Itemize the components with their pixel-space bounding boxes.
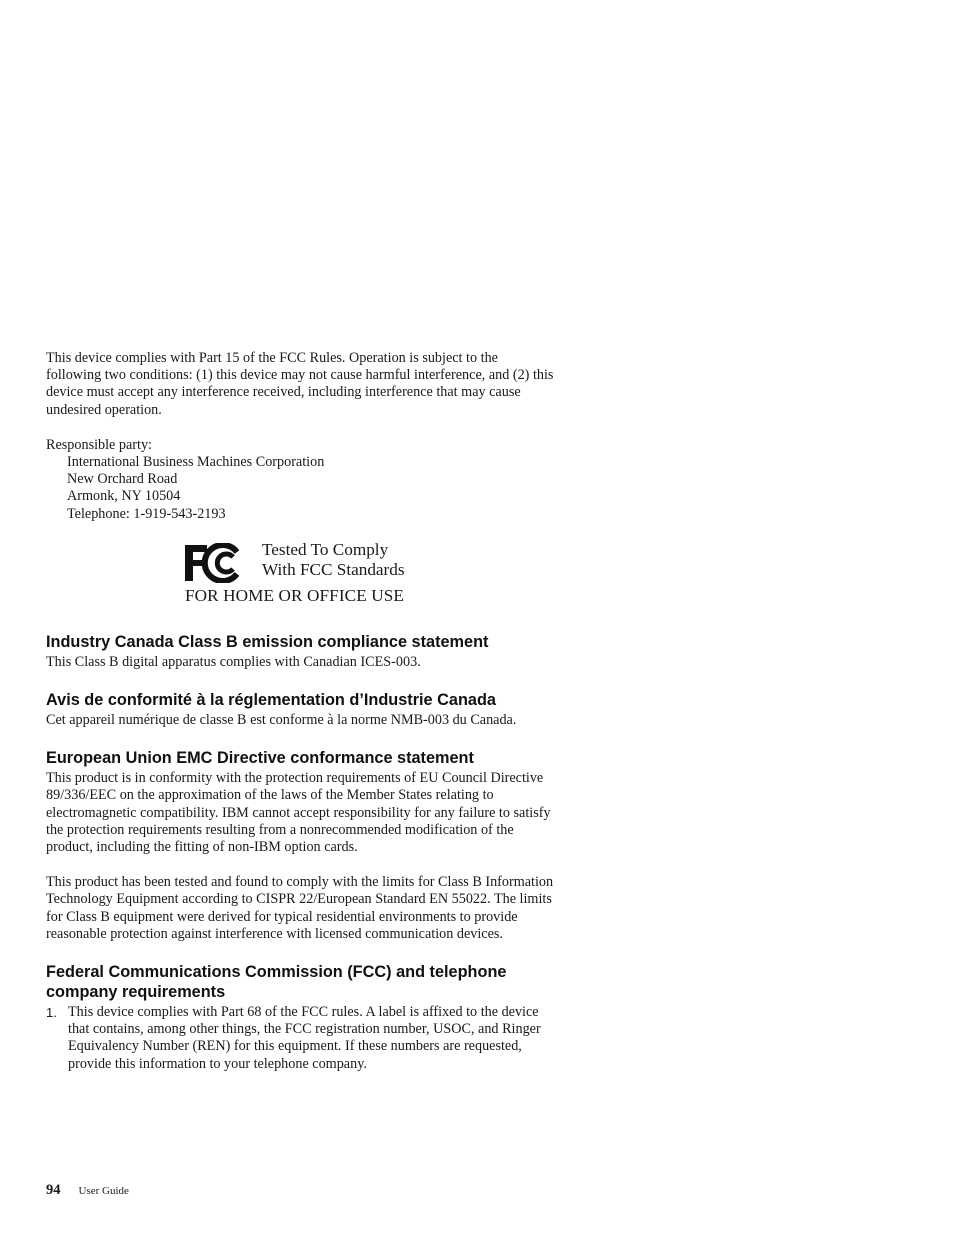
list-item-number: 1. [46,1005,57,1021]
avis-conformite-text: Cet appareil numérique de classe B est conforme à la norme NMB-003 du Canada. [46,712,517,729]
heading-fcc-telephone: Federal Communications Commission (FCC) and telephone company requirements [46,963,507,1002]
page-number: 94 [46,1182,61,1198]
fcc-compliance-mark [185,540,485,612]
responsible-party-line: New Orchard Road [67,471,178,488]
page-footer [46,1181,129,1199]
heading-avis-conformite: Avis de conformité à la réglementation d’Industrie Canada [46,691,496,710]
eu-emc-para2: This product has been tested and found to comply with the limits for Class B Information Technology Equipment according to CISPR 22/European Standard EN 55022. The limits for Class B equipment were derived for typical residential environments to provide reasonable protection against interference with licensed communication devices. [46,874,554,942]
footer-title: User Guide [78,1185,129,1197]
fcc-part15-statement: This device complies with Part 15 of the FCC Rules. Operation is subject to the following two conditions: (1) this device may not cause harmful interference, and (2) this device must accept any interference received, including interference that may cause undesired operation. [46,350,554,418]
heading-industry-canada: Industry Canada Class B emission compliance statement [46,632,489,651]
heading-eu-emc: European Union EMC Directive conformance statement [46,749,474,768]
page-content [46,350,554,1073]
fcc-tested-line2: With FCC Standards [262,560,405,580]
fcc-telephone-list [46,1004,554,1073]
responsible-party [46,437,554,523]
responsible-party-line: Armonk, NY 10504 [67,488,181,505]
industry-canada-text: This Class B digital apparatus complies with Canadian ICES-003. [46,653,421,670]
fcc-tested-line1: Tested To Comply [262,539,389,559]
responsible-party-line: International Business Machines Corporation [67,454,325,471]
responsible-party-label: Responsible party: [46,436,152,453]
eu-emc-para1: This product is in conformity with the protection requirements of EU Council Directive 89/336/EEC on the approximation of the laws of the Member States relating to electromagnetic compatibility. IBM cannot accept responsibility for any failure to satisfy the protection requirements resulting from a nonrecommended modification of the product, including the fitting of non-IBM option cards. [46,770,551,856]
responsible-party-line: Telephone: 1-919-543-2193 [67,505,226,522]
list-item [46,1004,554,1073]
fcc-logo-icon [185,543,239,583]
fcc-home-office-text: FOR HOME OR OFFICE USE [185,585,404,605]
list-item-text: This device complies with Part 68 of the FCC rules. A label is affixed to the device that contains, among other things, the FCC registration number, USOC, and Ringer Equivalency Number (REN) for this equipment. If these numbers are requested, provide this information to your telephone company. [68,1004,541,1072]
fcc-tested-text [262,540,405,581]
